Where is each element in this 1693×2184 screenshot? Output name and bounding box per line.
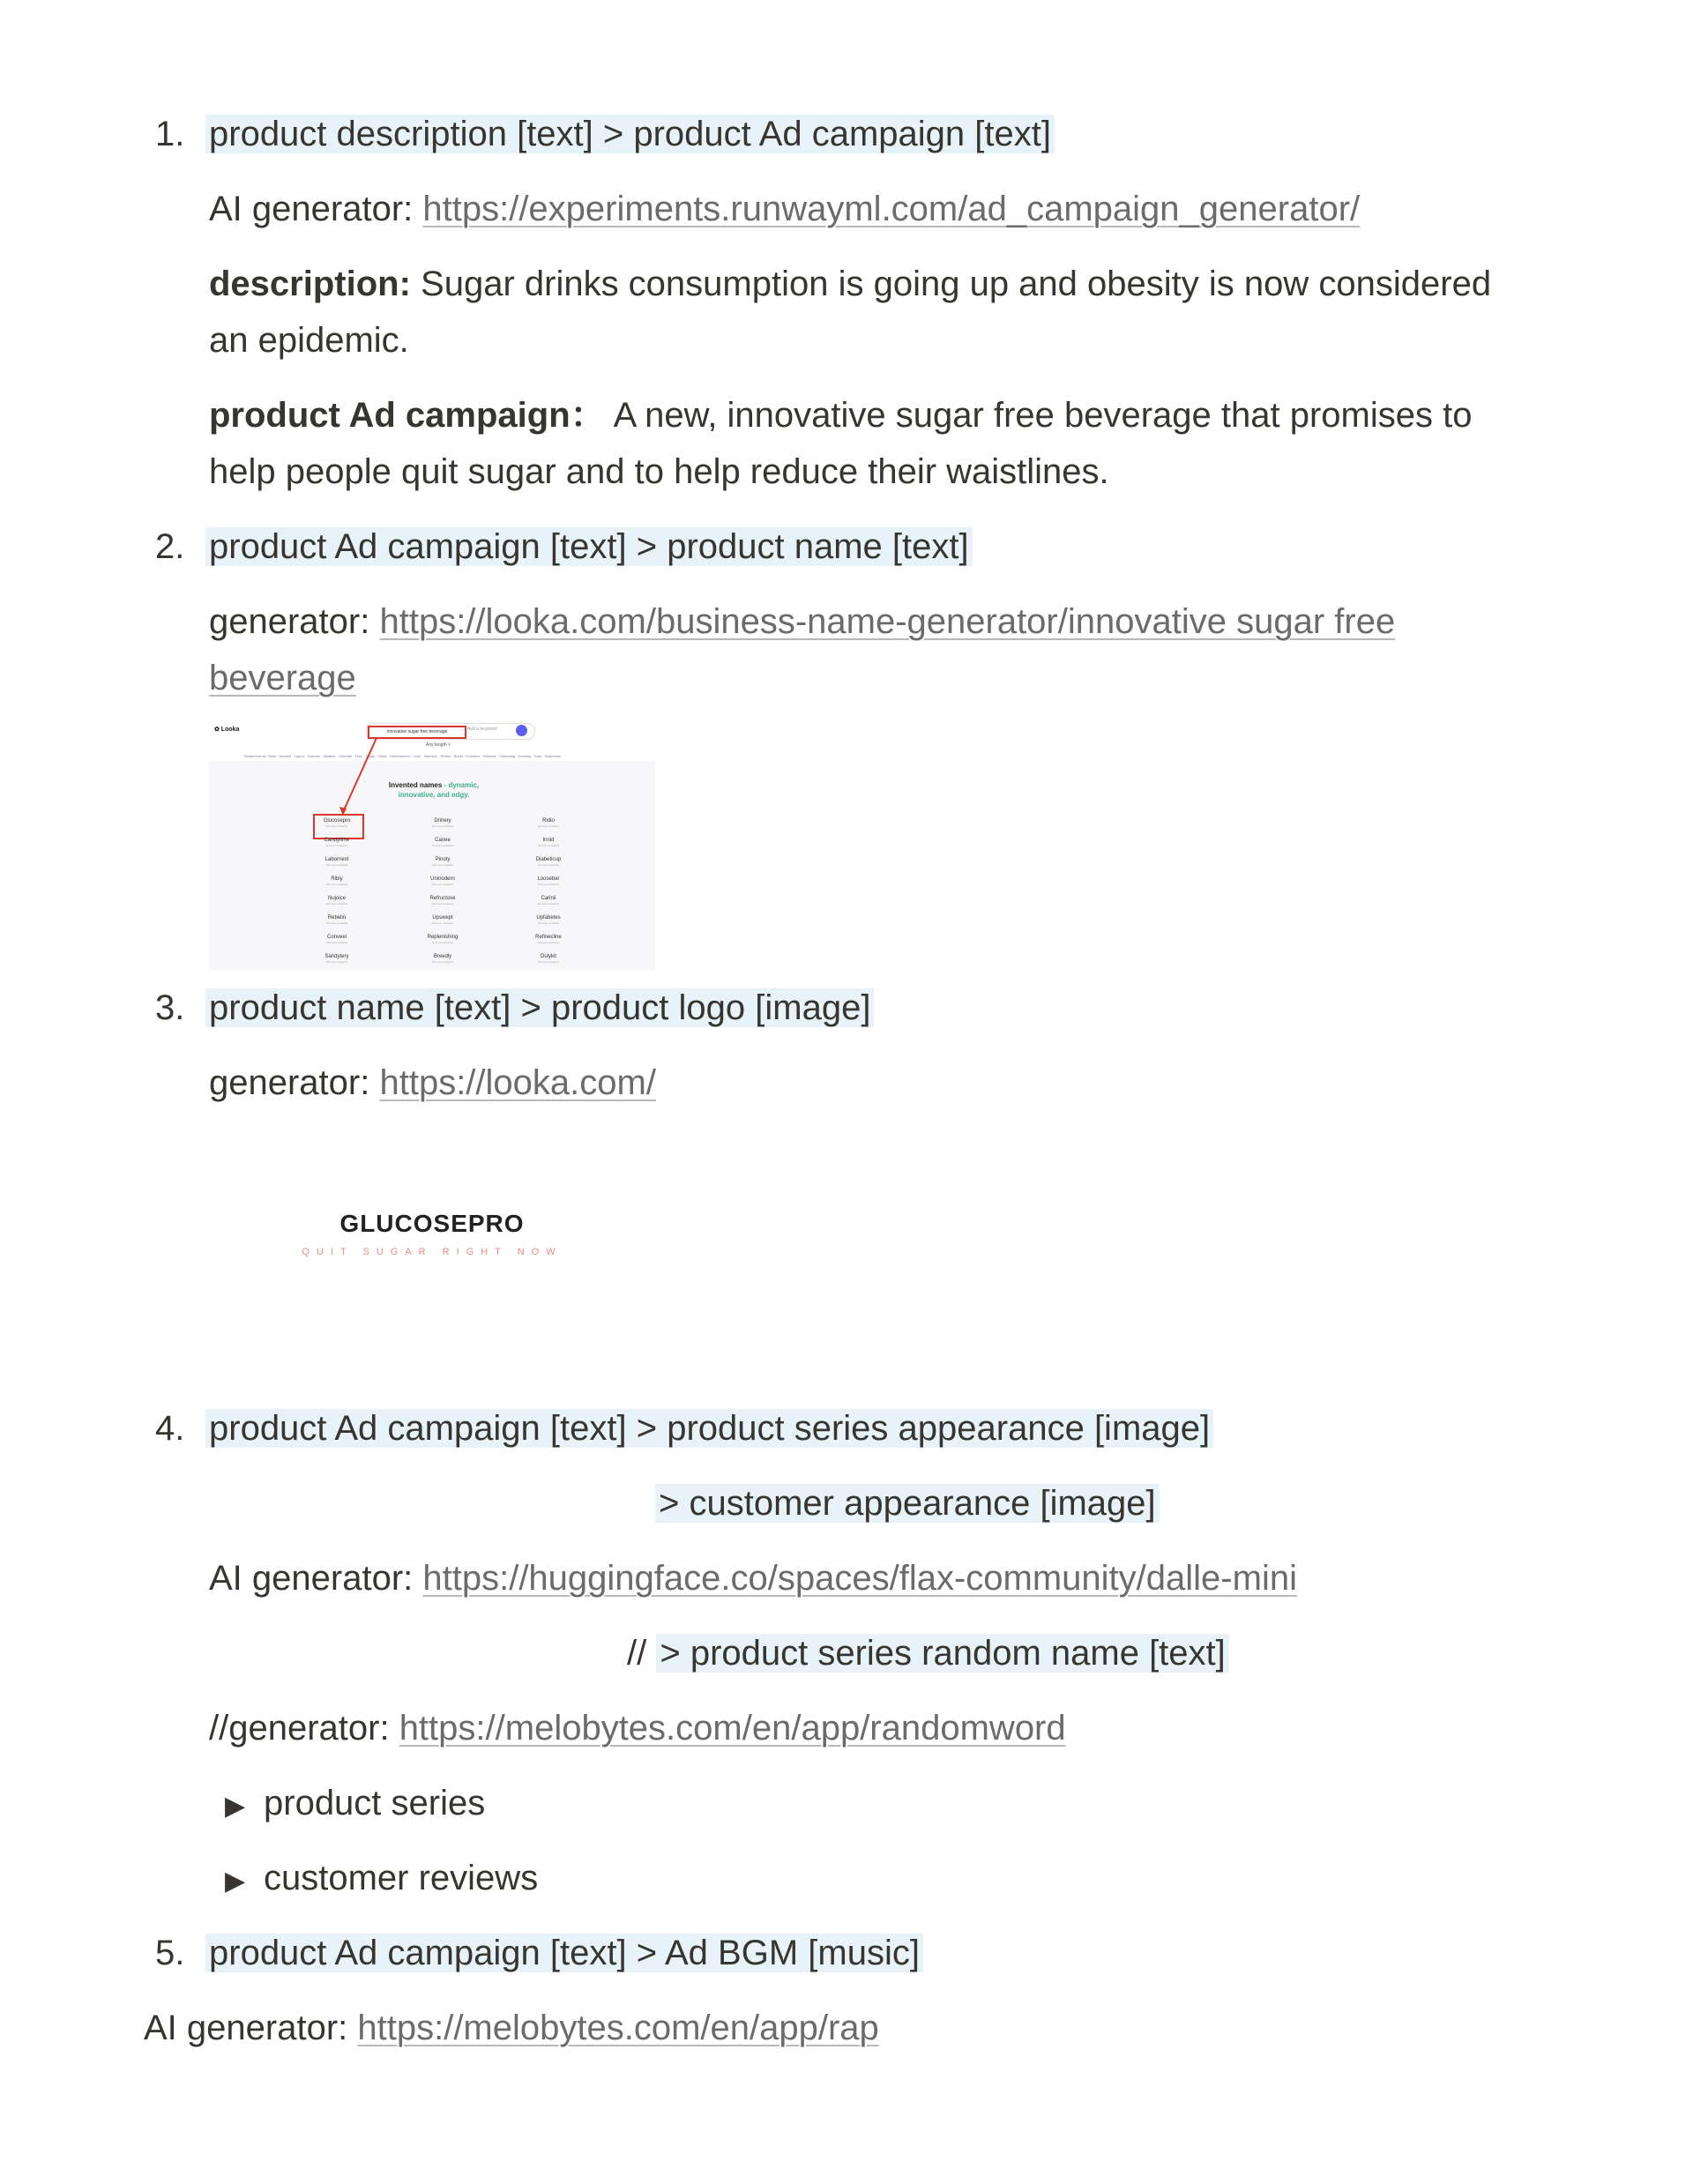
screenshot-name-item: Upfabetes Domains available	[522, 914, 575, 926]
step-4-comment-generator	[209, 1702, 1066, 1755]
step-1-campaign-label: product Ad campaign：	[209, 396, 606, 435]
toggle-customer-reviews-label: customer reviews	[264, 1859, 539, 1897]
step-5-title-highlight: product Ad campaign [text] > Ad BGM [music]	[205, 1934, 923, 1972]
screenshot-name-availability: Domains available	[325, 883, 348, 886]
screenshot-name-availability: Domains available	[431, 921, 454, 925]
screenshot-name-availability: Domains available	[537, 824, 560, 828]
screenshot-related-terms: Related terms: Wine · Modern · Liquor · Glucose · Alkaline · Cheerful · Free · Sugar · Need · Refreshment · Lime · Intention · Refine · Boost · Inventive · Release · Threading · Drinking · Sale · Sweetener	[244, 754, 562, 758]
step-1-number: 1.	[155, 115, 185, 153]
step-2-generator-link[interactable]: https://looka.com/business-name-generator/innovative sugar free	[379, 602, 1396, 641]
step-2-generator	[209, 595, 1395, 648]
screenshot-name-availability: Domains available	[431, 824, 454, 828]
screenshot-name-item: Replenishing Domains available	[416, 934, 469, 945]
step-4-comment-title-highlight: > product series random name [text]	[656, 1634, 1228, 1673]
step-4-title-highlight: product Ad campaign [text] > product series appearance [image]	[205, 1409, 1213, 1448]
step-4-comment-generator-link[interactable]: https://melobytes.com/en/app/randomword	[399, 1709, 1066, 1748]
step-4-comment-generator-label: //generator:	[209, 1709, 399, 1748]
screenshot-name-item: Innid Domains available	[522, 837, 575, 848]
screenshot-name-item: Refructose Domains available	[416, 895, 469, 906]
step-3-title-highlight: product name [text] > product logo [image]	[205, 988, 874, 1027]
step-1-title	[205, 108, 1055, 160]
screenshot-name-item: Glucosepro Domains available	[310, 817, 363, 829]
step-3-generator-label: generator:	[209, 1063, 380, 1102]
screenshot-name-item: Diabeticup Domains available	[522, 856, 575, 868]
toggle-customer-reviews[interactable]	[225, 1852, 538, 1908]
screenshot-name-item: Rebelio Domains available	[310, 914, 363, 926]
screenshot-name-availability: Domains available	[537, 883, 560, 886]
screenshot-name-item: Ridio Domains available	[522, 817, 575, 829]
step-3-number: 3.	[155, 988, 185, 1027]
screenshot-name-item: Uninodern Domains available	[416, 876, 469, 887]
screenshot-name-item: Canee Domains available	[416, 837, 469, 848]
screenshot-name-item: Sandytery Domains available	[310, 953, 363, 965]
screenshot-name-item: Loosebar Domains available	[522, 876, 575, 887]
step-5-number: 5.	[155, 1934, 185, 1972]
toggle-triangle-icon: ▶	[225, 1792, 246, 1821]
screenshot-name-availability: Domains available	[431, 902, 454, 906]
step-4-generator-label: AI generator:	[209, 1559, 423, 1598]
step-1-title-highlight: product description [text] > product Ad campaign [text]	[205, 115, 1055, 153]
step-2-title-highlight: product Ad campaign [text] > product name [text]	[205, 527, 973, 566]
step-3-generator-link[interactable]: https://looka.com/	[379, 1063, 656, 1102]
step-1-description-label: description:	[209, 265, 411, 303]
screenshot-name-item: Pinoty Domains available	[416, 856, 469, 868]
step-1-generator-link[interactable]: https://experiments.runwayml.com/ad_campaign_generator/	[422, 190, 1361, 228]
screenshot-name-availability: Domains available	[325, 902, 348, 906]
step-4-generator-link[interactable]: https://huggingface.co/spaces/flax-community/dalle-mini	[422, 1559, 1297, 1598]
screenshot-heading-accent: - dynamic, innovative, and edgy.	[398, 781, 480, 799]
toggle-product-series[interactable]	[225, 1777, 485, 1833]
screenshot-name-availability: Domains available	[325, 844, 348, 847]
screenshot-name-item: Labornest Domains available	[310, 856, 363, 868]
product-logo-wordmark: GLUCOSEPRO	[339, 1210, 525, 1237]
screenshot-name-item: Drinery Domains available	[416, 817, 469, 829]
step-5-generator	[144, 2001, 879, 2054]
step-5-generator-label: AI generator:	[144, 2009, 358, 2047]
screenshot-name-item: Candytime Domains available	[310, 837, 363, 848]
step-2-generator-label: generator:	[209, 602, 380, 641]
screenshot-placeholder: Add a keyword	[467, 727, 497, 732]
screenshot-keywords: innovative sugar free beverage	[368, 726, 466, 739]
screenshot-name-item: Dulykit Domains available	[522, 953, 575, 965]
screenshot-name-availability: Domains available	[325, 824, 348, 828]
step-1-campaign-line2: help people quit sugar and to help reduce their waistlines.	[209, 452, 1109, 491]
step-4-comment-prefix: //	[627, 1634, 657, 1673]
screenshot-heading-text: Invented names	[388, 781, 443, 789]
screenshot-any-length: Any length ˅	[426, 742, 451, 748]
screenshot-name-availability: Domains available	[325, 863, 348, 867]
step-2-title	[205, 520, 973, 573]
screenshot-name-availability: Domains available	[325, 960, 348, 964]
screenshot-brand: ✿ Looka	[214, 727, 240, 733]
screenshot-name-availability: Domains available	[325, 921, 348, 925]
screenshot-name-item: Refinecline Domains available	[522, 934, 575, 945]
step-4-title	[205, 1402, 1213, 1455]
step-2-number: 2.	[155, 527, 185, 566]
screenshot-name-item: Conveel Domains available	[310, 934, 363, 945]
screenshot-name-availability: Domains available	[431, 941, 454, 944]
screenshot-name-item: Nujoice Domains available	[310, 895, 363, 906]
step-4-title-continued	[655, 1477, 1160, 1530]
screenshot-name-availability: Domains available	[537, 844, 560, 847]
screenshot-name-availability: Domains available	[537, 921, 560, 925]
step-4-title-continued-highlight: > customer appearance [image]	[655, 1484, 1160, 1523]
step-1-campaign-line1	[209, 389, 1472, 442]
screenshot-name-item: Ribiy Domains available	[310, 876, 363, 887]
step-4-comment-title	[627, 1627, 1229, 1680]
step-1-description-line2: an epidemic.	[209, 321, 409, 360]
step-4-generator	[209, 1552, 1297, 1605]
step-1-description-text: Sugar drinks consumption is going up and obesity is now considered	[410, 265, 1492, 303]
looka-name-generator-screenshot	[209, 719, 655, 970]
step-2-generator-link-continued[interactable]: beverage	[209, 659, 356, 697]
step-1-generator	[209, 183, 1360, 235]
step-2-generator-line2	[209, 652, 356, 704]
screenshot-name-item: Upswept Domains available	[416, 914, 469, 926]
screenshot-name-availability: Domains available	[431, 960, 454, 964]
screenshot-name-availability: Domains available	[325, 941, 348, 944]
screenshot-name-availability: Domains available	[431, 883, 454, 886]
screenshot-name-availability: Domains available	[537, 902, 560, 906]
step-4-number: 4.	[155, 1409, 185, 1448]
step-3-title	[205, 981, 874, 1034]
step-3-generator	[209, 1056, 656, 1109]
screenshot-name-availability: Domains available	[537, 941, 560, 944]
toggle-product-series-label: product series	[264, 1784, 486, 1822]
screenshot-name-item: Breedly Domains available	[416, 953, 469, 965]
toggle-triangle-icon: ▶	[225, 1867, 246, 1896]
screenshot-name-item: Carinii Domains available	[522, 895, 575, 906]
step-5-generator-link[interactable]: https://melobytes.com/en/app/rap	[357, 2009, 879, 2047]
screenshot-name-availability: Domains available	[431, 863, 454, 867]
step-1-generator-label: AI generator:	[209, 190, 423, 228]
step-1-campaign-text: A new, innovative sugar free beverage that promises to	[605, 396, 1473, 435]
step-1-description-line1	[209, 257, 1491, 310]
screenshot-name-availability: Domains available	[537, 960, 560, 964]
screenshot-name-availability: Domains available	[431, 844, 454, 847]
step-5-title	[205, 1927, 923, 1979]
product-logo-tagline: QUIT SUGAR RIGHT NOW	[302, 1247, 563, 1257]
screenshot-name-availability: Domains available	[537, 863, 560, 867]
